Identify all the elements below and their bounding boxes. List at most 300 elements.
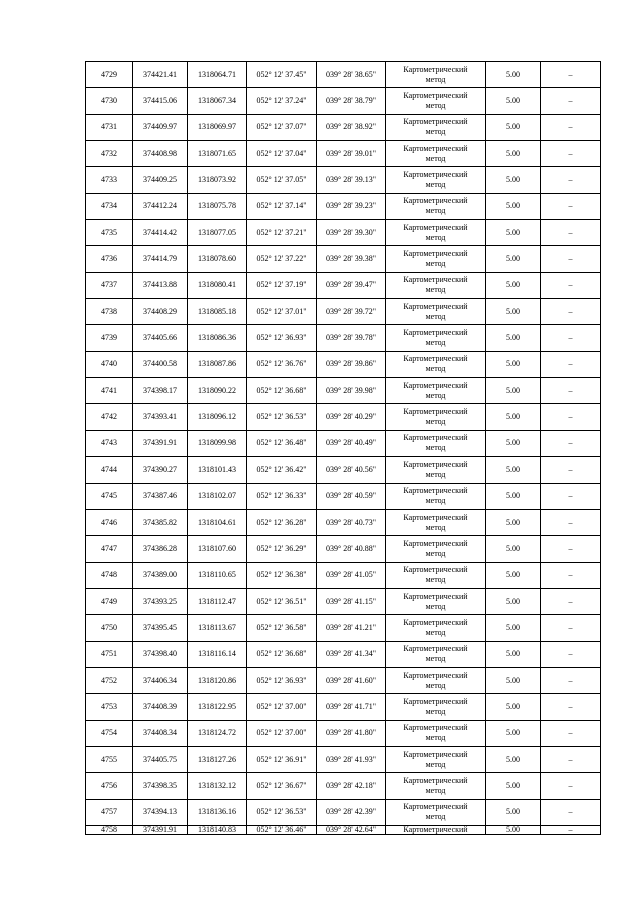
latitude-cell: 052° 12' 36.33" [247, 483, 317, 509]
method-line-1: Картометрический [403, 617, 468, 627]
latitude-cell: 052° 12' 36.46" [247, 825, 317, 834]
method-cell [386, 351, 486, 377]
latitude-cell: 052° 12' 37.00" [247, 694, 317, 720]
method-cell [386, 114, 486, 140]
latitude-cell: 052° 12' 37.24" [247, 88, 317, 114]
longitude-cell: 039° 28' 41.05" [317, 562, 386, 588]
latitude-cell: 052° 12' 36.93" [247, 325, 317, 351]
table-row [86, 114, 601, 140]
latitude-cell: 052° 12' 36.38" [247, 562, 317, 588]
y-coordinate-cell: 1318124.72 [188, 720, 247, 746]
x-coordinate-cell: 374387.46 [133, 483, 188, 509]
method-line-1: Картометрический [403, 486, 468, 496]
note-cell: – [541, 404, 601, 430]
y-coordinate-cell: 1318067.34 [188, 88, 247, 114]
table-row [86, 430, 601, 456]
method-line-2: метод [425, 338, 446, 348]
note-cell: – [541, 220, 601, 246]
accuracy-cell: 5.00 [486, 615, 541, 641]
latitude-cell: 052° 12' 36.68" [247, 378, 317, 404]
method-line-1: Картометрический [403, 301, 468, 311]
y-coordinate-cell: 1318127.26 [188, 746, 247, 772]
note-cell: – [541, 457, 601, 483]
x-coordinate-cell: 374408.29 [133, 299, 188, 325]
longitude-cell: 039° 28' 39.01" [317, 141, 386, 167]
y-coordinate-cell: 1318075.78 [188, 193, 247, 219]
table-row [86, 325, 601, 351]
point-number-cell: 4740 [86, 351, 133, 377]
table-row [86, 220, 601, 246]
y-coordinate-cell: 1318096.12 [188, 404, 247, 430]
accuracy-cell: 5.00 [486, 299, 541, 325]
accuracy-cell: 5.00 [486, 220, 541, 246]
latitude-cell: 052° 12' 36.53" [247, 404, 317, 430]
x-coordinate-cell: 374400.58 [133, 351, 188, 377]
accuracy-cell: 5.00 [486, 246, 541, 272]
x-coordinate-cell: 374414.42 [133, 220, 188, 246]
table-row [86, 509, 601, 535]
x-coordinate-cell: 374390.27 [133, 457, 188, 483]
method-line-2: метод [425, 74, 446, 84]
latitude-cell: 052° 12' 36.67" [247, 773, 317, 799]
method-line-1: Картометрический [403, 354, 468, 364]
note-cell: – [541, 667, 601, 693]
point-number-cell: 4752 [86, 667, 133, 693]
note-cell: – [541, 509, 601, 535]
table-row [86, 404, 601, 430]
accuracy-cell: 5.00 [486, 325, 541, 351]
table-row [86, 246, 601, 272]
accuracy-cell: 5.00 [486, 351, 541, 377]
note-cell: – [541, 193, 601, 219]
point-number-cell: 4742 [86, 404, 133, 430]
point-number-cell: 4734 [86, 193, 133, 219]
note-cell: – [541, 325, 601, 351]
latitude-cell: 052° 12' 37.04" [247, 141, 317, 167]
table-row [86, 167, 601, 193]
longitude-cell: 039° 28' 41.71" [317, 694, 386, 720]
y-coordinate-cell: 1318120.86 [188, 667, 247, 693]
accuracy-cell: 5.00 [486, 62, 541, 88]
method-line-1: Картометрический [403, 433, 468, 443]
y-coordinate-cell: 1318090.22 [188, 378, 247, 404]
x-coordinate-cell: 374398.17 [133, 378, 188, 404]
method-line-1: Картометрический [403, 64, 468, 74]
note-cell: – [541, 615, 601, 641]
method-line-1: Картометрический [403, 538, 468, 548]
y-coordinate-cell: 1318140.83 [188, 825, 247, 834]
y-coordinate-cell: 1318086.36 [188, 325, 247, 351]
method-cell [386, 167, 486, 193]
accuracy-cell: 5.00 [486, 483, 541, 509]
method-cell [386, 799, 486, 825]
method-line-1: Картометрический [403, 696, 468, 706]
x-coordinate-cell: 374398.40 [133, 641, 188, 667]
method-line-1: Картометрический [403, 275, 468, 285]
table-body [86, 62, 601, 835]
note-cell: – [541, 746, 601, 772]
x-coordinate-cell: 374408.98 [133, 141, 188, 167]
method-line-1: Картометрический [403, 591, 468, 601]
longitude-cell: 039° 28' 41.15" [317, 588, 386, 614]
x-coordinate-cell: 374398.35 [133, 773, 188, 799]
method-line-2: метод [425, 575, 446, 585]
accuracy-cell: 5.00 [486, 141, 541, 167]
method-line-2: метод [425, 206, 446, 216]
accuracy-cell: 5.00 [486, 562, 541, 588]
point-number-cell: 4744 [86, 457, 133, 483]
latitude-cell: 052° 12' 36.68" [247, 641, 317, 667]
latitude-cell: 052° 12' 37.07" [247, 114, 317, 140]
accuracy-cell: 5.00 [486, 746, 541, 772]
method-cell [386, 220, 486, 246]
method-line-1: Картометрический [403, 196, 468, 206]
table-row [86, 773, 601, 799]
method-cell [386, 825, 486, 834]
longitude-cell: 039° 28' 41.60" [317, 667, 386, 693]
point-number-cell: 4757 [86, 799, 133, 825]
y-coordinate-cell: 1318064.71 [188, 62, 247, 88]
note-cell: – [541, 88, 601, 114]
table-row [86, 825, 601, 834]
x-coordinate-cell: 374421.41 [133, 62, 188, 88]
point-number-cell: 4756 [86, 773, 133, 799]
method-line-1: Картометрический [403, 328, 468, 338]
point-number-cell: 4746 [86, 509, 133, 535]
method-line-1: Картометрический [403, 512, 468, 522]
method-cell [386, 562, 486, 588]
method-line-2: метод [425, 285, 446, 295]
longitude-cell: 039° 28' 39.38" [317, 246, 386, 272]
point-number-cell: 4749 [86, 588, 133, 614]
x-coordinate-cell: 374393.41 [133, 404, 188, 430]
table-row [86, 694, 601, 720]
latitude-cell: 052° 12' 36.28" [247, 509, 317, 535]
y-coordinate-cell: 1318101.43 [188, 457, 247, 483]
method-line-1: Картометрический [403, 670, 468, 680]
accuracy-cell: 5.00 [486, 430, 541, 456]
longitude-cell: 039° 28' 39.47" [317, 272, 386, 298]
accuracy-cell: 5.00 [486, 88, 541, 114]
note-cell: – [541, 430, 601, 456]
note-cell: – [541, 167, 601, 193]
latitude-cell: 052° 12' 36.58" [247, 615, 317, 641]
latitude-cell: 052° 12' 37.22" [247, 246, 317, 272]
note-cell: – [541, 641, 601, 667]
method-line-2: метод [425, 522, 446, 532]
accuracy-cell: 5.00 [486, 667, 541, 693]
method-cell [386, 88, 486, 114]
x-coordinate-cell: 374391.91 [133, 825, 188, 834]
table-row [86, 351, 601, 377]
method-cell [386, 773, 486, 799]
latitude-cell: 052° 12' 36.93" [247, 667, 317, 693]
method-line-2: метод [425, 680, 446, 690]
note-cell: – [541, 588, 601, 614]
latitude-cell: 052° 12' 36.91" [247, 746, 317, 772]
longitude-cell: 039° 28' 40.29" [317, 404, 386, 430]
x-coordinate-cell: 374406.34 [133, 667, 188, 693]
longitude-cell: 039° 28' 40.59" [317, 483, 386, 509]
latitude-cell: 052° 12' 37.14" [247, 193, 317, 219]
method-line-2: метод [425, 259, 446, 269]
longitude-cell: 039° 28' 38.65" [317, 62, 386, 88]
note-cell: – [541, 536, 601, 562]
point-number-cell: 4741 [86, 378, 133, 404]
method-line-2: метод [425, 364, 446, 374]
latitude-cell: 052° 12' 37.45" [247, 62, 317, 88]
table-row [86, 588, 601, 614]
point-number-cell: 4758 [86, 825, 133, 834]
longitude-cell: 039° 28' 41.34" [317, 641, 386, 667]
y-coordinate-cell: 1318116.14 [188, 641, 247, 667]
longitude-cell: 039° 28' 38.92" [317, 114, 386, 140]
table-row [86, 536, 601, 562]
accuracy-cell: 5.00 [486, 694, 541, 720]
method-cell [386, 299, 486, 325]
method-cell [386, 536, 486, 562]
method-cell [386, 746, 486, 772]
accuracy-cell: 5.00 [486, 272, 541, 298]
method-cell [386, 509, 486, 535]
y-coordinate-cell: 1318071.65 [188, 141, 247, 167]
note-cell: – [541, 378, 601, 404]
longitude-cell: 039° 28' 40.56" [317, 457, 386, 483]
table-row [86, 88, 601, 114]
point-number-cell: 4753 [86, 694, 133, 720]
method-cell [386, 404, 486, 430]
table-row [86, 641, 601, 667]
longitude-cell: 039° 28' 39.86" [317, 351, 386, 377]
point-number-cell: 4750 [86, 615, 133, 641]
method-line-1: Картометрический [403, 143, 468, 153]
point-number-cell: 4755 [86, 746, 133, 772]
accuracy-cell: 5.00 [486, 404, 541, 430]
point-number-cell: 4737 [86, 272, 133, 298]
latitude-cell: 052° 12' 36.42" [247, 457, 317, 483]
method-line-2: метод [425, 127, 446, 137]
longitude-cell: 039° 28' 41.21" [317, 615, 386, 641]
x-coordinate-cell: 374393.25 [133, 588, 188, 614]
longitude-cell: 039° 28' 40.88" [317, 536, 386, 562]
table-row [86, 141, 601, 167]
point-number-cell: 4729 [86, 62, 133, 88]
y-coordinate-cell: 1318099.98 [188, 430, 247, 456]
method-line-2: метод [425, 733, 446, 743]
method-line-1: Картометрический [403, 170, 468, 180]
x-coordinate-cell: 374385.82 [133, 509, 188, 535]
point-number-cell: 4730 [86, 88, 133, 114]
y-coordinate-cell: 1318136.16 [188, 799, 247, 825]
accuracy-cell: 5.00 [486, 773, 541, 799]
point-number-cell: 4733 [86, 167, 133, 193]
method-cell [386, 378, 486, 404]
longitude-cell: 039° 28' 39.23" [317, 193, 386, 219]
note-cell: – [541, 694, 601, 720]
method-cell [386, 667, 486, 693]
note-cell: – [541, 62, 601, 88]
accuracy-cell: 5.00 [486, 167, 541, 193]
note-cell: – [541, 773, 601, 799]
latitude-cell: 052° 12' 37.01" [247, 299, 317, 325]
point-number-cell: 4731 [86, 114, 133, 140]
x-coordinate-cell: 374414.79 [133, 246, 188, 272]
point-number-cell: 4735 [86, 220, 133, 246]
table-row [86, 193, 601, 219]
method-line-1: Картометрический [403, 459, 468, 469]
method-line-2: метод [425, 601, 446, 611]
method-line-2: метод [425, 812, 446, 822]
point-number-cell: 4751 [86, 641, 133, 667]
latitude-cell: 052° 12' 37.19" [247, 272, 317, 298]
accuracy-cell: 5.00 [486, 588, 541, 614]
accuracy-cell: 5.00 [486, 378, 541, 404]
method-line-2: метод [425, 232, 446, 242]
y-coordinate-cell: 1318112.47 [188, 588, 247, 614]
method-line-2: метод [425, 654, 446, 664]
note-cell: – [541, 272, 601, 298]
y-coordinate-cell: 1318069.97 [188, 114, 247, 140]
x-coordinate-cell: 374415.06 [133, 88, 188, 114]
note-cell: – [541, 720, 601, 746]
y-coordinate-cell: 1318073.92 [188, 167, 247, 193]
method-cell [386, 193, 486, 219]
point-number-cell: 4738 [86, 299, 133, 325]
x-coordinate-cell: 374405.66 [133, 325, 188, 351]
latitude-cell: 052° 12' 36.48" [247, 430, 317, 456]
table-row [86, 299, 601, 325]
longitude-cell: 039° 28' 39.13" [317, 167, 386, 193]
method-line-1: Картометрический [403, 825, 468, 834]
accuracy-cell: 5.00 [486, 720, 541, 746]
table-row [86, 378, 601, 404]
x-coordinate-cell: 374408.39 [133, 694, 188, 720]
note-cell: – [541, 114, 601, 140]
method-line-2: метод [425, 759, 446, 769]
method-line-2: метод [425, 153, 446, 163]
method-line-2: метод [425, 469, 446, 479]
table-row [86, 457, 601, 483]
note-cell: – [541, 299, 601, 325]
method-line-1: Картометрический [403, 565, 468, 575]
method-line-2: метод [425, 706, 446, 716]
method-line-1: Картометрический [403, 723, 468, 733]
y-coordinate-cell: 1318132.12 [188, 773, 247, 799]
method-cell [386, 430, 486, 456]
point-number-cell: 4748 [86, 562, 133, 588]
table-row [86, 746, 601, 772]
method-cell [386, 272, 486, 298]
latitude-cell: 052° 12' 36.51" [247, 588, 317, 614]
longitude-cell: 039° 28' 42.18" [317, 773, 386, 799]
y-coordinate-cell: 1318078.60 [188, 246, 247, 272]
longitude-cell: 039° 28' 41.80" [317, 720, 386, 746]
point-number-cell: 4754 [86, 720, 133, 746]
y-coordinate-cell: 1318122.95 [188, 694, 247, 720]
method-line-1: Картометрический [403, 749, 468, 759]
latitude-cell: 052° 12' 37.00" [247, 720, 317, 746]
method-line-2: метод [425, 101, 446, 111]
x-coordinate-cell: 374409.25 [133, 167, 188, 193]
method-cell [386, 615, 486, 641]
accuracy-cell: 5.00 [486, 114, 541, 140]
x-coordinate-cell: 374412.24 [133, 193, 188, 219]
method-cell [386, 62, 486, 88]
x-coordinate-cell: 374409.97 [133, 114, 188, 140]
method-cell [386, 141, 486, 167]
method-line-2: метод [425, 443, 446, 453]
method-line-2: метод [425, 180, 446, 190]
table-row [86, 667, 601, 693]
longitude-cell: 039° 28' 41.93" [317, 746, 386, 772]
method-line-2: метод [425, 311, 446, 321]
x-coordinate-cell: 374413.88 [133, 272, 188, 298]
latitude-cell: 052° 12' 36.76" [247, 351, 317, 377]
accuracy-cell: 5.00 [486, 509, 541, 535]
y-coordinate-cell: 1318080.41 [188, 272, 247, 298]
note-cell: – [541, 825, 601, 834]
coordinates-table [85, 61, 601, 835]
longitude-cell: 039° 28' 39.72" [317, 299, 386, 325]
table-row [86, 720, 601, 746]
table-row [86, 483, 601, 509]
point-number-cell: 4739 [86, 325, 133, 351]
point-number-cell: 4745 [86, 483, 133, 509]
method-line-2: метод [425, 627, 446, 637]
method-line-2: метод [425, 548, 446, 558]
note-cell: – [541, 246, 601, 272]
y-coordinate-cell: 1318107.60 [188, 536, 247, 562]
method-cell [386, 325, 486, 351]
method-line-2: метод [425, 785, 446, 795]
longitude-cell: 039° 28' 38.79" [317, 88, 386, 114]
latitude-cell: 052° 12' 37.05" [247, 167, 317, 193]
x-coordinate-cell: 374405.75 [133, 746, 188, 772]
point-number-cell: 4736 [86, 246, 133, 272]
table-row [86, 615, 601, 641]
accuracy-cell: 5.00 [486, 457, 541, 483]
method-line-1: Картометрический [403, 222, 468, 232]
note-cell: – [541, 141, 601, 167]
latitude-cell: 052° 12' 36.53" [247, 799, 317, 825]
table-row [86, 62, 601, 88]
note-cell: – [541, 351, 601, 377]
method-cell [386, 641, 486, 667]
method-line-1: Картометрический [403, 91, 468, 101]
longitude-cell: 039° 28' 39.78" [317, 325, 386, 351]
method-cell [386, 720, 486, 746]
x-coordinate-cell: 374395.45 [133, 615, 188, 641]
y-coordinate-cell: 1318077.05 [188, 220, 247, 246]
x-coordinate-cell: 374389.00 [133, 562, 188, 588]
method-line-1: Картометрический [403, 644, 468, 654]
y-coordinate-cell: 1318113.67 [188, 615, 247, 641]
x-coordinate-cell: 374394.13 [133, 799, 188, 825]
table-row [86, 562, 601, 588]
table-row [86, 799, 601, 825]
y-coordinate-cell: 1318110.65 [188, 562, 247, 588]
method-line-1: Картометрический [403, 775, 468, 785]
latitude-cell: 052° 12' 36.29" [247, 536, 317, 562]
note-cell: – [541, 799, 601, 825]
point-number-cell: 4747 [86, 536, 133, 562]
method-cell [386, 457, 486, 483]
accuracy-cell: 5.00 [486, 641, 541, 667]
x-coordinate-cell: 374391.91 [133, 430, 188, 456]
longitude-cell: 039° 28' 40.73" [317, 509, 386, 535]
method-line-1: Картометрический [403, 407, 468, 417]
accuracy-cell: 5.00 [486, 799, 541, 825]
